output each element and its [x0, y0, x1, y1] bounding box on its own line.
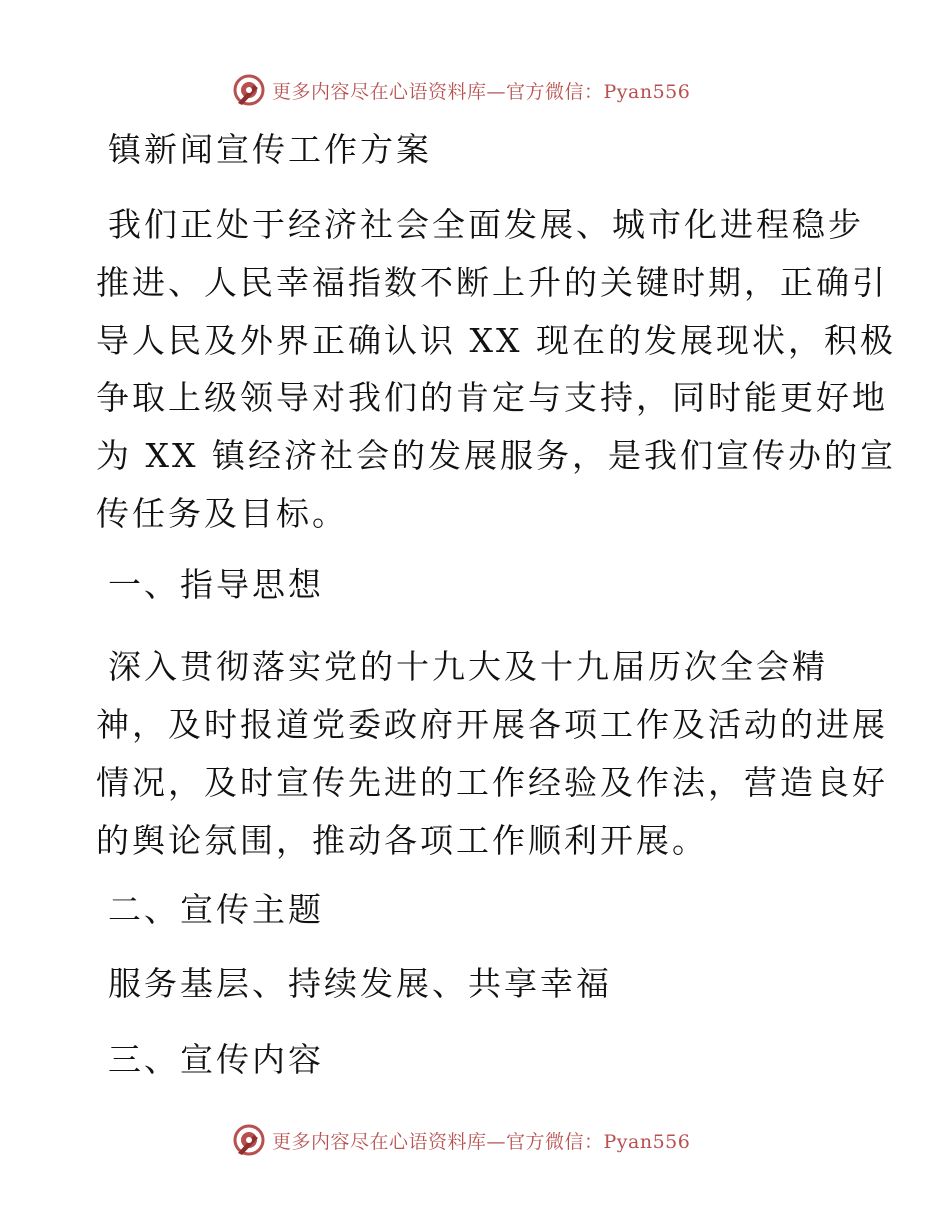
section-heading-content: 三、宣传内容: [108, 1040, 324, 1079]
section-heading-guiding-ideology: 一、指导思想: [108, 565, 324, 604]
paragraph-line: 的舆论氛围，推动各项工作顺利开展。: [96, 821, 708, 860]
red-circle-pen-logo-icon: [232, 73, 266, 107]
document-title: 镇新闻宣传工作方案: [108, 130, 432, 169]
paragraph-line: 神，及时报道党委政府开展各项工作及活动的进展: [96, 705, 888, 744]
paragraph-line: 情况，及时宣传先进的工作经验及作法，营造良好: [96, 763, 888, 802]
red-circle-pen-logo-icon: [232, 1123, 266, 1157]
intro-line: 导人民及外界正确认识 XX 现在的发展现状，积极: [96, 320, 896, 360]
banner-text: 更多内容尽在心语资料库—官方微信：Pyan556: [272, 80, 691, 103]
section-heading-theme: 二、宣传主题: [108, 890, 324, 929]
banner-text: 更多内容尽在心语资料库—官方微信：Pyan556: [272, 1130, 691, 1153]
intro-line: 我们正处于经济社会全面发展、城市化进程稳步: [108, 205, 864, 244]
header-banner: [232, 70, 712, 110]
intro-line: 传任务及目标。: [96, 493, 348, 533]
footer-banner: [232, 1120, 712, 1160]
intro-paragraph: [96, 196, 896, 543]
intro-line: 推进、人民幸福指数不断上升的关键时期，正确引: [96, 262, 888, 302]
guiding-ideology-paragraph: [96, 638, 888, 870]
intro-line: 为 XX 镇经济社会的发展服务，是我们宣传办的宣: [96, 436, 896, 476]
theme-text: 服务基层、持续发展、共享幸福: [108, 964, 612, 1003]
intro-line: 争取上级领导对我们的肯定与支持，同时能更好地: [96, 378, 888, 418]
paragraph-line: 深入贯彻落实党的十九大及十九届历次全会精: [108, 647, 828, 686]
